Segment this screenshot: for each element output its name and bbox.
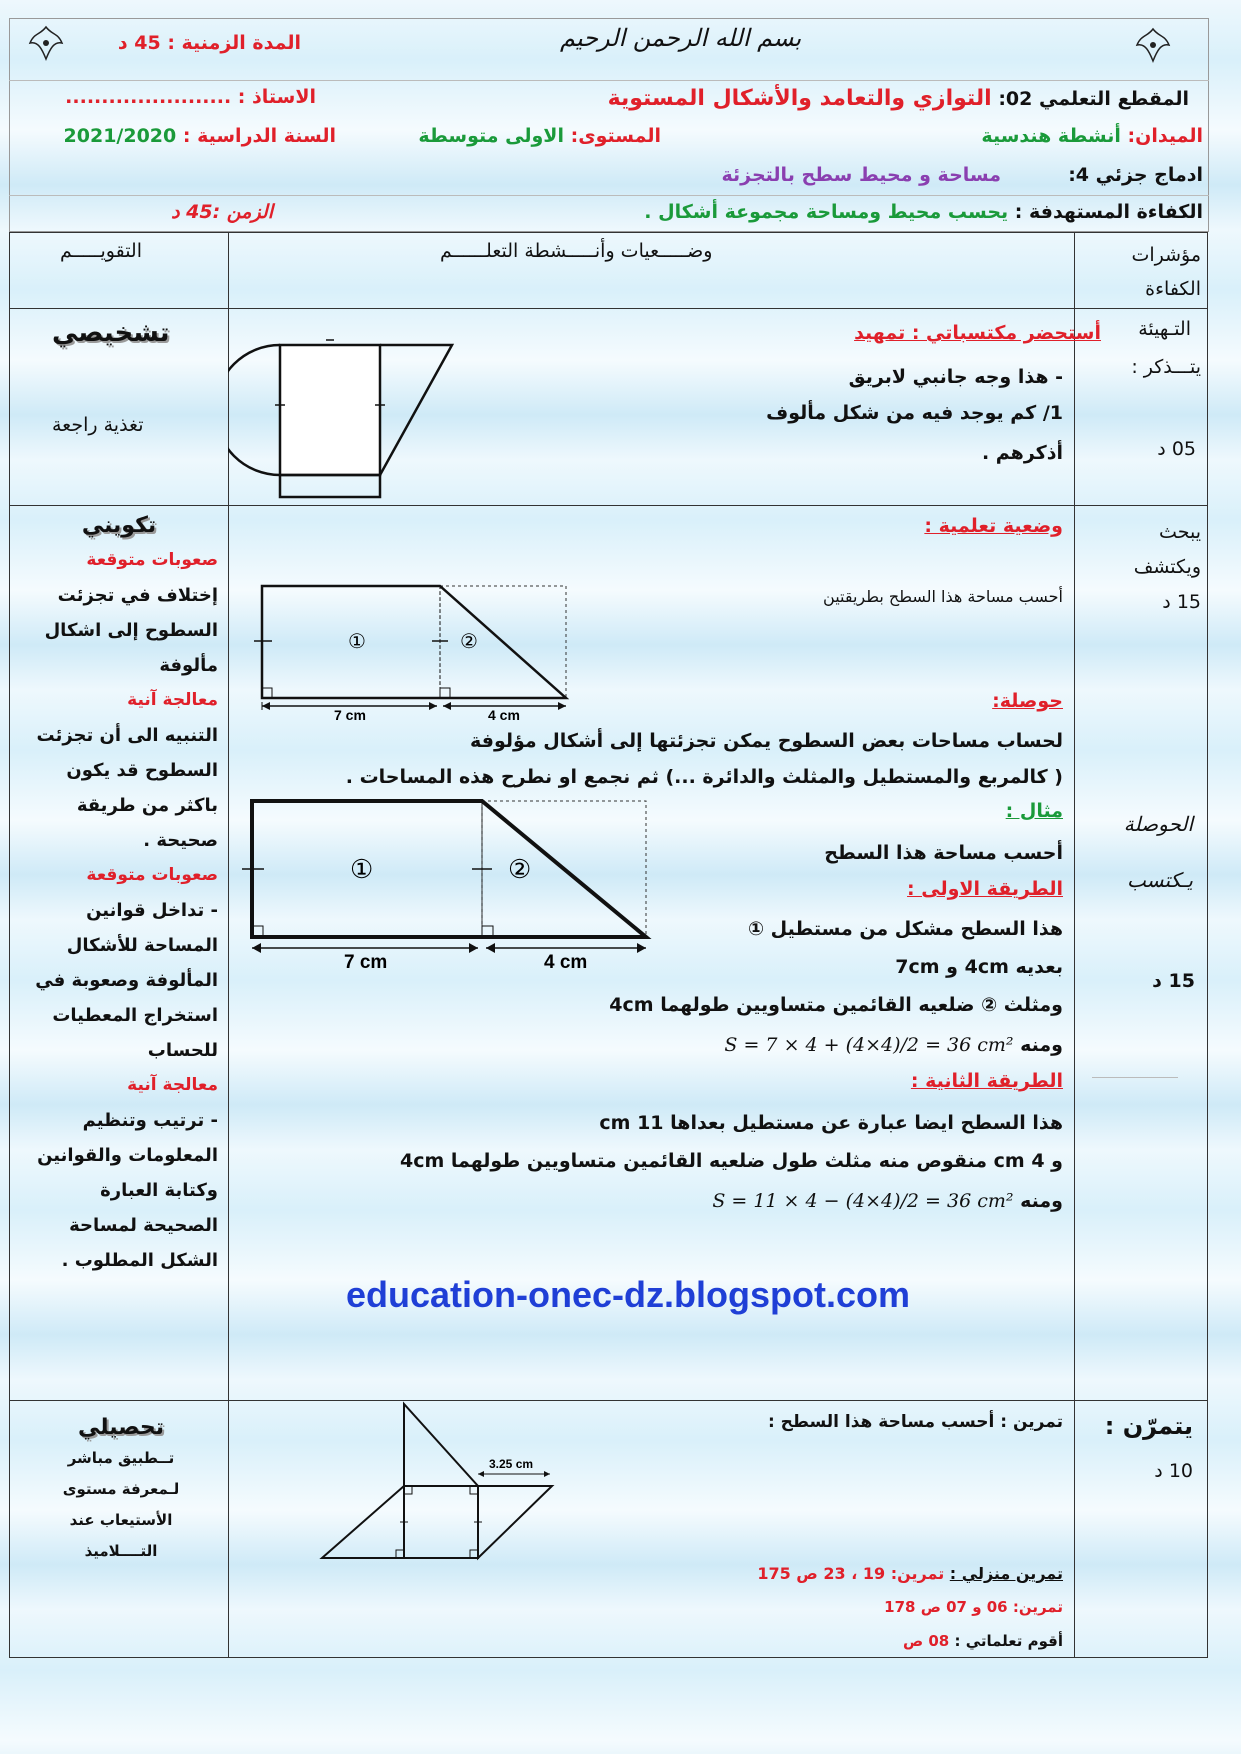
method2-title: الطريقة الثانية : [910,1070,1063,1092]
domain: الميدان: أنشطة هندسية [981,125,1203,147]
partial-integration: ادماج جزئي 4: [1068,164,1203,186]
method1-result: ومنه S = 7 × 4 + (4×4)/2 = 36 cm² [724,1034,1063,1056]
treatment-line: وكتابة العبارة [100,1180,218,1201]
level: المستوى: الاولى متوسطة [418,125,661,147]
blog-link[interactable]: education-onec-dz.blogspot.com [346,1274,910,1315]
eval-diagnostic: تشخيصي [52,318,170,348]
summary-title: حوصلة: [992,690,1063,712]
stage-summary: الحوصلة يـكتسب [1123,812,1193,892]
composite-figure [318,1400,558,1600]
figure-label-1: ① [350,854,374,884]
warmup-title: أستحضر مكتسباتي : تمهيد [854,322,1101,344]
difficulty-line: - تداخل قوانين [86,900,218,921]
difficulty-line: استخراج المعطيات [52,1005,218,1026]
table-border [9,505,1207,506]
eval-formative: تكويني [81,513,157,538]
difficulty-line: إختلاف في تجزئت [57,585,218,606]
treatment-line: باكثر من طريقة [76,795,218,816]
spacer [478,1558,558,1560]
treatment-line: - ترتيب وتنظيم [82,1110,218,1131]
treatment-line: صحيحة . [143,830,218,851]
figure-label-2: ② [508,854,532,884]
indicators-header: مؤشرات الكفاءة [1131,244,1201,300]
summary-line: ( كالمربع والمستطيل والمثلث والدائرة ...) ثم نجمع او نطرح هذه المساحات . [345,766,1063,788]
length-label: 4 cm [488,707,520,721]
header-divider [9,80,1209,81]
trapezoid-figure-small [250,576,590,721]
duration: المدة الزمنية : 45 د [117,32,301,54]
figure-label-2: ② [460,631,478,653]
homework-line: أقوم تعلماتي : 08 ص [902,1632,1063,1650]
summary-line: لحساب مساحات بعض السطوح يمكن تجزئتها إلى أشكال مؤلوفة [470,730,1063,752]
difficulty-title: صعوبات متوقعة [86,865,218,885]
difficulty-line: مألوفة [159,655,218,676]
segment: المقطع التعلمي 02: التوازي والتعامد والأشكال المستوية [607,86,1189,111]
eval-line: لـمعرفة مستوى [62,1480,180,1498]
length-label: 7 cm [334,707,366,721]
table-border [9,232,10,1658]
difficulty-line: المساحة للأشكال [66,935,218,956]
treatment-title: معالجة آنية [127,690,218,710]
header-divider [9,195,1209,196]
warmup-line: أذكرهم . [981,442,1063,464]
treatment-line: التنبيه الى أن تجزئت [36,725,218,746]
evaluation-header: التقويـــــم [60,240,142,262]
school-year: السنة الدراسية : 2021/2020 [63,125,336,147]
eval-summative: تحصيلي [77,1415,164,1440]
table-border [9,308,1207,309]
eval-summative-column [36,1412,206,1567]
time-10: 10 د [1154,1460,1193,1482]
table-border [9,1657,1207,1658]
table-border [1207,232,1208,1658]
method2-line: و 4 cm منقوص منه مثلث طول ضلعيه القائمين متساويين طولهما 4cm [399,1150,1063,1172]
table-border [1074,232,1075,1658]
basmala: بسم الله الرحمن الرحيم [560,24,802,52]
ornament-icon [28,25,64,61]
trapezoid-figure-large [238,795,658,975]
situation-task: أحسب مساحة هذا السطح بطريقتين [823,587,1063,606]
time: الزمن :45 د [171,201,273,223]
length-label: 7 cm [344,952,388,973]
teacher: الاستاذ : ....................... [65,86,316,108]
eval-feedback: تغذية راجعة [52,414,144,436]
stage-preparation: التـهيئة [1138,318,1191,340]
treatment-line: السطوح قد يكون [66,760,218,781]
difficulty-line: المألوفة وصعوبة في [35,970,218,991]
method1-line: ومثلث ② ضلعيه القائمين متساويين طولهما 4cm [609,994,1063,1016]
method1-line: هذا السطح مشكل من مستطيل ① [747,918,1063,940]
divider [1092,1077,1178,1078]
eval-line: الأستيعاب عند [69,1511,173,1529]
stage-practice: يتمرّن : [1104,1412,1193,1440]
difficulty-title: صعوبات متوقعة [86,550,218,570]
method1-title: الطريقة الاولى : [907,878,1063,900]
figure-label-1: ① [348,631,366,653]
activities-header: وضـــــعيات وأنـــــشطة التعلــــــم [440,240,713,262]
time-15: 15 د [1152,970,1195,992]
warmup-line: 1/ كم يوجد فيه من شكل مألوف [766,402,1063,424]
stage-remember: يتـــذكر : [1131,356,1201,378]
ornament-icon [1135,27,1171,63]
treatment-title: معالجة آنية [127,1075,218,1095]
homework-line: تمرين: 06 و 07 ص 178 [884,1598,1063,1616]
difficulty-line: للحساب [147,1040,218,1061]
example-task: أحسب مساحة هذا السطح [824,842,1063,864]
warmup-line: - هذا وجه جانبي لابريق [848,366,1063,388]
eval-line: تــطبيق مباشر [67,1449,175,1467]
treatment-line: المعلومات والقوانين [37,1145,218,1166]
table-border [9,232,1207,233]
treatment-line: الصحيحة لمساحة [69,1215,218,1236]
difficulty-line: السطوح إلى اشكال [44,620,218,641]
time-5: 05 د [1157,438,1196,460]
situation-title: وضعية تعلمية : [924,515,1063,537]
method2-result: ومنه S = 11 × 4 − (4×4)/2 = 36 cm² [712,1190,1063,1212]
exercise-text: تمرين : أحسب مساحة هذا السطح : [767,1412,1063,1432]
example-title: مثال : [1005,800,1063,822]
eval-line: التــــلاميذ [84,1542,158,1560]
method2-line: هذا السطح ايضا عبارة عن مستطيل بعداها 11 cm [599,1112,1063,1134]
length-label: 3.25 cm [489,1457,534,1471]
length-label: 4 cm [544,952,588,973]
jug-figure [228,335,458,500]
treatment-line: الشكل المطلوب . [61,1250,218,1271]
table-border [9,1400,1207,1401]
homework: تمرين منزلي : تمرين: 19 ، 23 ص 175 [757,1564,1063,1583]
lesson-title: مساحة و محيط سطح بالتجزئة [721,164,1001,186]
stage-search: يبحث ويكتشف 15 د [1133,521,1201,613]
competence: الكفاءة المستهدفة : يحسب محيط ومساحة مجموعة أشكال . [644,201,1203,223]
eval-formative-column [20,508,218,1278]
method1-line: بعديه 4cm و 7cm [895,956,1063,978]
